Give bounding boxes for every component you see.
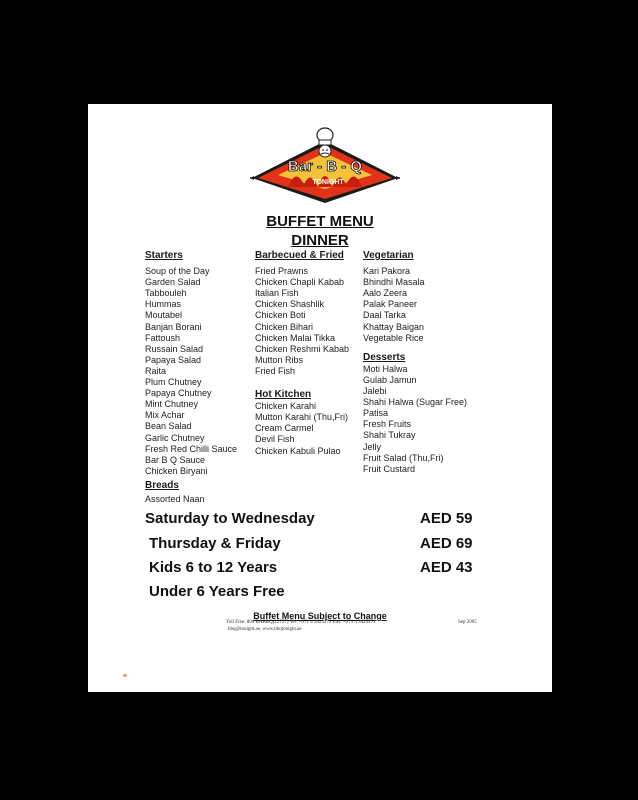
footer-notice: Buffet Menu Subject to Change (253, 611, 387, 621)
bar-b-q-tonight-logo (248, 127, 402, 205)
vegetarian-heading: Vegetarian (363, 250, 414, 261)
menu-item: Soup of the Day (145, 266, 210, 277)
menu-item: Cream Carmel (255, 423, 314, 434)
price-value: AED 69 (420, 535, 473, 552)
menu-item: Palak Paneer (363, 299, 418, 310)
menu-item: Vegetable Rice (363, 332, 424, 343)
menu-item: Fattoush (145, 332, 181, 343)
menu-subtitle: DINNER (291, 232, 349, 249)
starters-heading: Starters (145, 250, 183, 261)
price-label: Saturday to Wednesday (145, 510, 315, 527)
footer-contact: Toll Free: 800 BARBQ(22727) Tel: +971 4 3425272 Fax: +971 4 3425271 (226, 620, 376, 625)
barbecued-heading: Barbecued & Fried (255, 250, 344, 261)
footer-web: bbq@tonight.ae, www.bbqtonight.ae (228, 627, 302, 632)
menu-item: Chicken Chapli Kabab (255, 277, 345, 288)
price-value: AED 59 (420, 510, 473, 527)
menu-page (88, 104, 552, 692)
menu-item: Chicken Karahi (255, 401, 317, 412)
menu-item: Russain Salad (145, 343, 204, 354)
menu-item: Bean Salad (145, 421, 192, 432)
menu-item: Fried Prawns (255, 266, 309, 277)
menu-item: Chicken Kabuli Pulao (255, 445, 341, 456)
barbecued-list (255, 266, 349, 377)
menu-item: Chicken Malai Tikka (255, 332, 336, 343)
menu-item: Bhindhi Masala (363, 277, 425, 288)
menu-item: Chicken Boti (255, 310, 306, 321)
price-row (149, 559, 489, 576)
price-label: Kids 6 to 12 Years (149, 559, 278, 576)
menu-item: Papaya Salad (145, 354, 202, 365)
price-row (149, 583, 489, 600)
price-label: Under 6 Years Free (149, 583, 285, 600)
menu-item: Khattay Baigan (363, 321, 425, 332)
price-row (145, 510, 473, 527)
starters-list (145, 266, 237, 477)
footer-date: Sep 2005 (458, 620, 477, 625)
menu-item: Hummas (145, 299, 182, 310)
hot-kitchen-heading: Hot Kitchen (255, 389, 312, 401)
vegetarian-list (363, 266, 467, 344)
menu-item: Assorted Naan (145, 493, 205, 504)
breads-heading: Breads (145, 479, 179, 491)
menu-item: Fruit Salad (Thu,Fri) (363, 452, 444, 463)
hot-kitchen-list (255, 401, 349, 456)
menu-item: Mint Chutney (145, 399, 199, 410)
menu-item: Plum Chutney (145, 377, 202, 388)
logo-tagline-text: TONIGHT (312, 179, 344, 186)
menu-item: Mutton Karahi (Thu,Fri) (255, 412, 349, 423)
menu-item: Gulab Jamun (363, 374, 417, 385)
menu-item: Italian Fish (255, 288, 299, 299)
menu-title: BUFFET MENU (266, 213, 374, 230)
menu-item: Chicken Bihari (255, 321, 314, 332)
menu-item: Fruit Custard (363, 463, 416, 474)
breads-list (145, 494, 237, 505)
desserts-list (363, 364, 467, 475)
desserts-heading: Desserts (363, 351, 406, 363)
menu-item: Jalebi (363, 386, 387, 397)
menu-item: Jelly (363, 441, 382, 452)
menu-item: Moti Halwa (363, 363, 408, 374)
menu-item: Papaya Chutney (145, 388, 212, 399)
starters-column (145, 250, 237, 505)
menu-item: Garlic Chutney (145, 432, 205, 443)
menu-item: Raita (145, 365, 167, 376)
menu-item: Tabbouleh (145, 288, 187, 299)
price-value: AED 43 (420, 559, 473, 576)
menu-item: Patisa (363, 408, 389, 419)
menu-item: Bar B Q Sauce (145, 454, 206, 465)
menu-item: Mutton Ribs (255, 354, 304, 365)
menu-item: Fresh Fruits (363, 419, 412, 430)
menu-item: Kari Pakora (363, 266, 411, 277)
menu-item: Banjan Borani (145, 321, 202, 332)
menu-item: Chicken Reshmi Kabab (255, 343, 350, 354)
menu-item: Daal Tarka (363, 310, 406, 321)
barbecued-column (255, 250, 349, 457)
menu-item: Shahi Tukray (363, 430, 416, 441)
menu-item: Moutabel (145, 310, 183, 321)
menu-item: Garden Salad (145, 277, 201, 288)
menu-item: Aalo Zeera (363, 288, 408, 299)
menu-item: Fresh Red Chilli Sauce (145, 443, 238, 454)
menu-item: Fried Fish (255, 365, 296, 376)
paper-speck (123, 674, 127, 677)
price-row (149, 535, 489, 552)
menu-item: Shahi Halwa (Sugar Free) (363, 397, 468, 408)
menu-item: Chicken Biryani (145, 465, 208, 476)
logo-brand-text: Bar - B - Q (287, 158, 363, 175)
price-label: Thursday & Friday (149, 535, 281, 552)
menu-item: Devil Fish (255, 434, 295, 445)
menu-item: Mix Achar (145, 410, 185, 421)
menu-item: Chicken Shashlik (255, 299, 325, 310)
vegetarian-column (363, 250, 467, 475)
